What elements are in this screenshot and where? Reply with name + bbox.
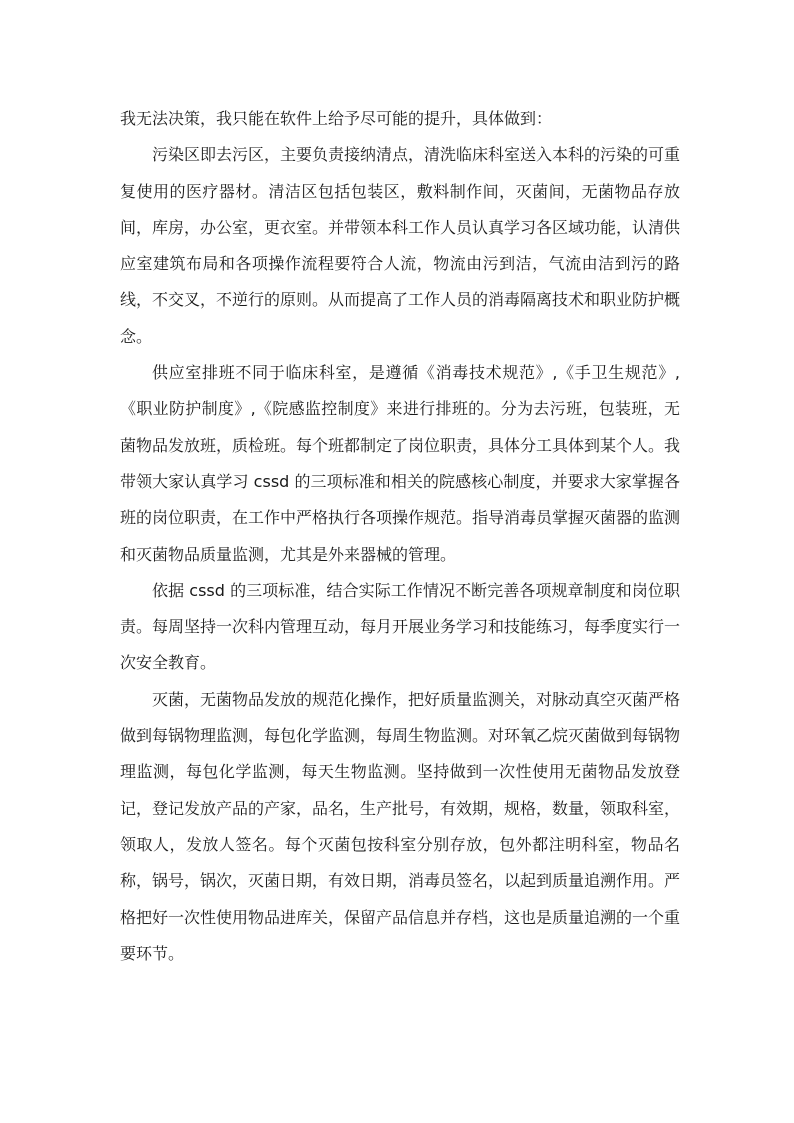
paragraph-zones: 污染区即去污区，主要负责接纳清点，清洗临床科室送入本科的污染的可重复使用的医疗器材。清洁区包括包装区，敷料制作间，灭菌间，无菌物品存放间，库房，办公室，更衣室。并带领本科工作人员认真学习各区域功能，认清供应室建筑布局和各项操作流程要符合人流，物流由污到洁，气流由洁到污的路线，不交叉，不逆行的原则。从而提高了工作人员的消毒隔离技术和职业防护概念。 bbox=[120, 145, 681, 346]
paragraph-standards: 依据 cssd 的三项标准，结合实际工作情况不断完善各项规章制度和岗位职责。每周坚持一次科内管理互动，每月开展业务学习和技能练习，每季度实行一次安全教育。 bbox=[120, 580, 681, 673]
paragraph-intro: 我无法决策，我只能在软件上给予尽可能的提升，具体做到： bbox=[120, 109, 553, 128]
paragraph-sterilization: 灭菌，无菌物品发放的规范化操作，把好质量监测关，对脉动真空灭菌严格做到每锅物理监测，每包化学监测，每周生物监测。对环氧乙烷灭菌做到每锅物理监测，每包化学监测，每天生物监测。坚持做到一次性使用无菌物品发放登记，登记发放产品的产家，品名，生产批号，有效期，规格，数量，领取科室，领取人，发放人签名。每个灭菌包按科室分别存放，包外都注明科室，物品名称，锅号，锅次，灭菌日期，有效日期，消毒员签名，以起到质量追溯作用。严格把好一次性使用物品进库关，保留产品信息并存档，这也是质量追溯的一个重要环节。 bbox=[120, 689, 681, 963]
document-body bbox=[120, 101, 680, 972]
paragraph-scheduling: 供应室排班不同于临床科室，是遵循《消毒技术规范》,《手卫生规范》,《职业防护制度》,《院感监控制度》来进行排班的。分为去污班，包装班，无菌物品发放班，质检班。每个班都制定了岗位职责，具体分工具体到某个人。我带领大家认真学习 cssd 的三项标准和相关的院感核心制度，并要求大家掌握各班的岗位职责，在工作中严格执行各项操作规范。指导消毒员掌握灭菌器的监测和灭菌物品质量监测，尤其是外来器械的管理。 bbox=[120, 363, 681, 564]
